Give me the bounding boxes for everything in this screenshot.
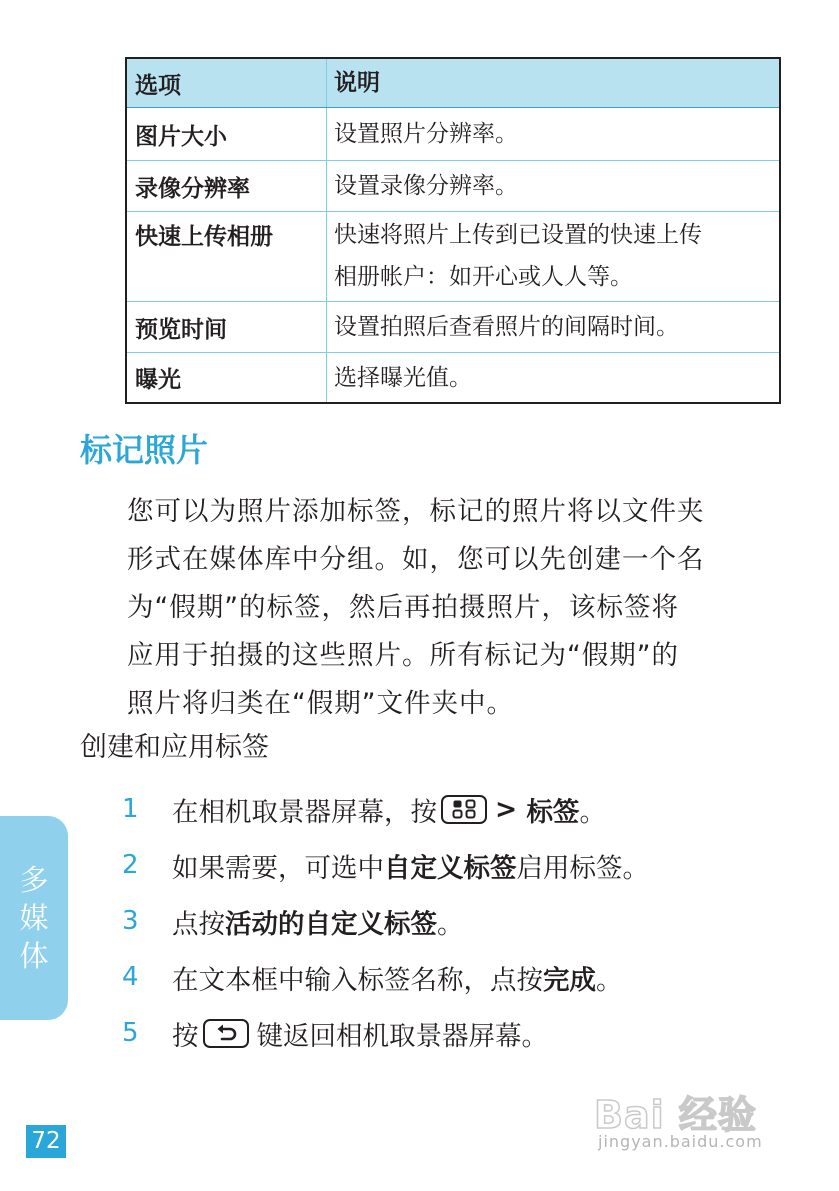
step-item <box>122 837 649 893</box>
row-description-line: 相册帐户：如开心或人人等。 <box>334 264 633 290</box>
step-item <box>122 1005 649 1061</box>
intro-paragraph <box>127 488 787 728</box>
table-row <box>127 160 779 211</box>
row-option: 图片大小 <box>127 108 327 160</box>
row-description-line: 设置照片分辨率。 <box>334 121 518 147</box>
step-bold-text: 标签 <box>526 796 580 828</box>
row-description-line: 设置拍照后查看照片的间隔时间。 <box>334 314 679 340</box>
page-number: 72 <box>26 1125 66 1158</box>
baidu-jingyan-watermark <box>594 1066 794 1166</box>
step-text: 如果需要，可选中 <box>172 852 384 884</box>
row-description <box>327 212 779 301</box>
procedure-steps <box>122 781 649 1061</box>
step-text-end: 启用标签。 <box>516 852 649 884</box>
step-number: 1 <box>122 794 139 824</box>
header-option: 选项 <box>127 59 327 107</box>
step-text-end: 键返回相机取景器屏幕。 <box>256 1020 548 1052</box>
table-row <box>127 211 779 301</box>
step-item <box>122 949 649 1005</box>
options-table <box>125 57 781 404</box>
step-number: 5 <box>122 1018 139 1048</box>
row-option: 预览时间 <box>127 302 327 352</box>
row-option: 曝光 <box>127 353 327 402</box>
step-bold-text: 自定义标签 <box>384 852 517 884</box>
procedure-title: 创建和应用标签 <box>80 732 269 763</box>
chapter-side-tab <box>0 816 68 1020</box>
header-description: 说明 <box>334 70 380 96</box>
row-description-line: 设置录像分辨率。 <box>334 173 518 199</box>
step-text: 在文本框中输入标签名称，点按 <box>172 964 543 996</box>
step-bold-text: 活动的自定义标签 <box>225 908 437 940</box>
step-text-end: 。 <box>579 796 606 828</box>
table-row <box>127 108 779 160</box>
row-option: 录像分辨率 <box>127 161 327 211</box>
step-text-end: 。 <box>596 964 623 996</box>
side-tab-char: 多 <box>19 863 49 897</box>
intro-line: 照片将归类在“假期”文件夹中。 <box>127 688 514 719</box>
step-text: 按 <box>172 1020 199 1052</box>
section-title: 标记照片 <box>80 431 209 469</box>
back-key-icon <box>203 1019 249 1048</box>
intro-line: 为“假期”的标签，然后再拍摄照片，该标签将 <box>127 592 679 623</box>
watermark-url: jingyan.baidu.com <box>598 1132 763 1151</box>
table-header-row <box>127 59 779 108</box>
step-item <box>122 893 649 949</box>
step-text: 点按 <box>172 908 225 940</box>
row-description <box>327 108 779 160</box>
row-description <box>327 161 779 211</box>
step-arrow: > <box>495 793 527 825</box>
side-tab-char: 体 <box>19 939 49 973</box>
menu-key-icon <box>441 795 487 824</box>
row-description-line: 快速将照片上传到已设置的快速上传 <box>334 222 702 248</box>
step-number: 3 <box>122 906 139 936</box>
table-row <box>127 301 779 352</box>
table-row <box>127 352 779 402</box>
row-description-line: 选择曝光值。 <box>334 364 472 391</box>
intro-line: 您可以为照片添加标签，标记的照片将以文件夹 <box>127 496 705 527</box>
side-tab-char: 媒 <box>19 901 49 935</box>
watermark-logo: Bai 经验 <box>594 1093 757 1137</box>
step-text-end: 。 <box>437 908 464 940</box>
step-number: 4 <box>122 962 139 992</box>
step-text: 在相机取景器屏幕，按 <box>172 796 437 828</box>
step-bold-text: 完成 <box>543 964 596 996</box>
step-item <box>122 781 649 837</box>
step-number: 2 <box>122 850 139 880</box>
row-description <box>327 302 779 352</box>
intro-line: 应用于拍摄的这些照片。所有标记为“假期”的 <box>127 640 679 671</box>
intro-line: 形式在媒体库中分组。如，您可以先创建一个名 <box>127 544 705 575</box>
row-option: 快速上传相册 <box>127 212 327 301</box>
row-description <box>327 353 779 402</box>
